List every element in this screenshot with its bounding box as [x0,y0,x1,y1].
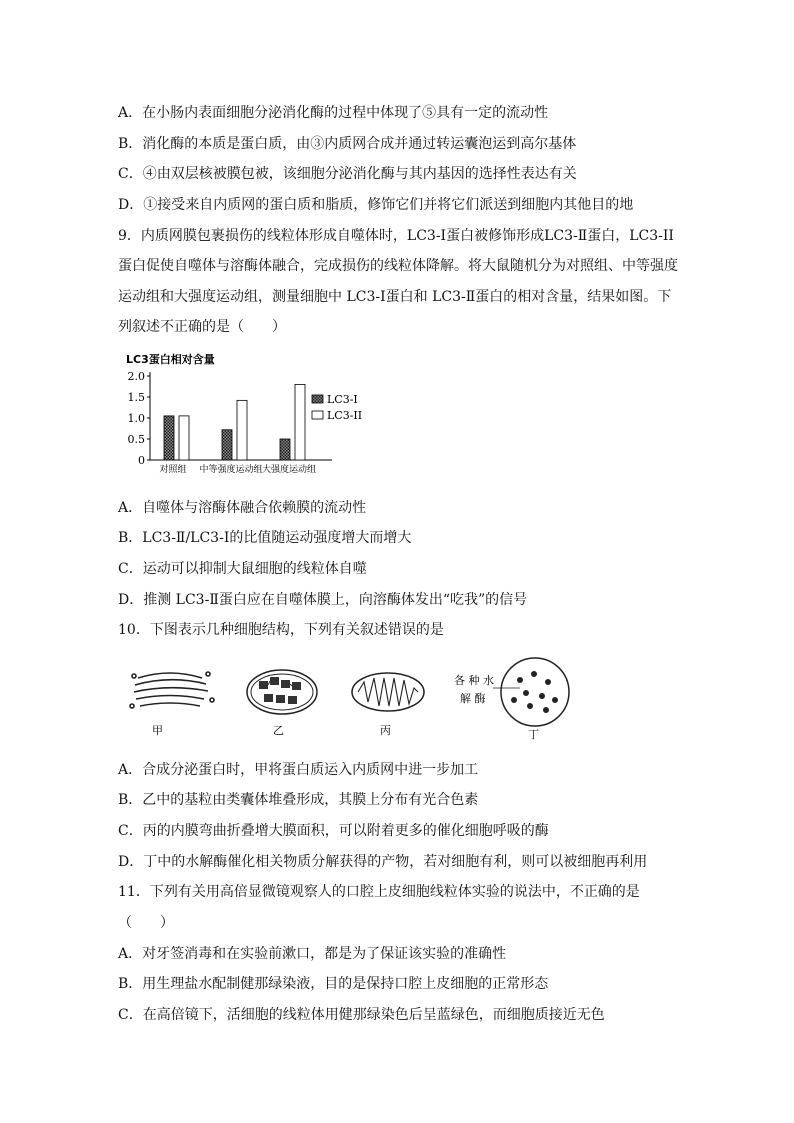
q9-option-a: A．自噬体与溶酶体融合依赖膜的流动性 [118,500,367,516]
q10-option-c: C．丙的内膜弯曲折叠增大膜面积，可以附着更多的催化细胞呼吸的酶 [118,823,549,839]
q9-stem-line-2: 蛋白促使自噬体与溶酶体融合，完成损伤的线粒体降解。将大鼠随机分为对照组、中等强度 [118,258,678,274]
label-yi: 乙 [273,724,284,737]
legend-swatch-lc3-i [312,395,323,403]
q10-option-a: A．合成分泌蛋白时，甲将蛋白质运入内质网中进一步加工 [118,762,479,778]
q10-stem: 10．下图表示几种细胞结构，下列有关叙述错误的是 [118,622,444,638]
q9-option-c: C．运动可以抑制大鼠细胞的线粒体自噬 [118,561,367,577]
q8-option-d: D．①接受来自内质网的蛋白质和脂质，修饰它们并将它们派送到细胞内其他目的地 [118,197,634,213]
ding-text-2: 解 酶 [460,692,486,705]
x-category-label: 大强度运动组 [261,465,317,475]
bar-lc3-ii-0 [179,416,189,460]
label-ding: 丁 [528,728,539,741]
bar-lc3-ii-1 [237,400,247,460]
q11-option-c: C．在高倍镜下，活细胞的线粒体用健那绿染色后呈蓝绿色，而细胞质接近无色 [118,1007,605,1023]
bar-lc3-i-1 [222,430,232,460]
y-tick-label: 1.5 [127,391,145,404]
q9-option-d: D．推测 LC3-Ⅱ蛋白应在自噬体膜上，向溶酶体发出“吃我”的信号 [118,592,528,608]
bar-lc3-i-0 [164,416,174,460]
ding-text-1: 各 种 水 [454,674,494,687]
lysosome-icon [454,658,569,726]
label-jia: 甲 [152,724,163,737]
q8-option-c: C．④由双层核被膜包被，该细胞分泌消化酶与其内基因的选择性表达有关 [118,166,577,182]
q11-stem-line-2: （ ） [118,915,174,931]
q8-option-a: A．在小肠内表面细胞分泌消化酶的过程中体现了⑤具有一定的流动性 [118,105,549,121]
q10-option-b: B．乙中的基粒由类囊体堆叠形成，其膜上分布有光合色素 [118,792,479,808]
q10-option-d: D．丁中的水解酶催化相关物质分解获得的产物，若对细胞有利，则可以被细胞再利用 [118,854,648,870]
bar-lc3-i-2 [280,439,290,460]
legend-swatch-lc3-ii [312,411,323,419]
y-tick-label: 2.0 [127,370,145,383]
y-tick-label: 0.5 [127,433,145,446]
legend-label-lc3-i: LC3-I [327,393,358,406]
q11-option-b: B．用生理盐水配制健那绿染液，目的是保持口腔上皮细胞的正常形态 [118,976,549,992]
q11-stem-line-1: 11．下列有关用高倍显微镜观察人的口腔上皮细胞线粒体实验的说法中，不正确的是 [118,884,640,900]
bar-lc3-ii-2 [295,384,305,460]
y-tick-label: 0 [138,454,145,467]
q9-stem-line-3: 运动组和大强度运动组，测量细胞中 LC3-Ⅰ蛋白和 LC3-Ⅱ蛋白的相对含量，结果如图。下 [118,289,672,305]
golgi-apparatus-icon [130,672,214,708]
q9-option-b: B．LC3-Ⅱ/LC3-Ⅰ的比值随运动强度增大而增大 [118,530,412,546]
chart-legend [312,393,362,422]
chart-title: LC3蛋白相对含量 [126,353,215,366]
x-category-label: 中等强度运动组 [199,465,263,475]
cell-structures-figure [130,660,590,740]
q9-stem-line-4: 列叙述不正确的是（ ） [118,319,286,335]
y-tick-label: 1.0 [127,412,145,425]
x-category-label: 对照组 [159,465,187,475]
lc3-bar-chart [118,348,363,476]
q9-stem-line-1: 9．内质网膜包裹损伤的线粒体形成自噬体时，LC3-Ⅰ蛋白被修饰形成LC3-Ⅱ蛋白，LC3-II [118,228,674,244]
q11-option-a: A．对牙签消毒和在实验前漱口，都是为了保证该实验的准确性 [118,946,507,962]
mitochondrion-icon [352,673,424,711]
q8-option-b: B．消化酶的本质是蛋白质，由③内质网合成并通过转运囊泡运到高尔基体 [118,136,577,152]
chloroplast-icon [247,670,317,714]
legend-label-lc3-ii: LC3-II [327,409,363,422]
label-bing: 丙 [380,724,391,737]
